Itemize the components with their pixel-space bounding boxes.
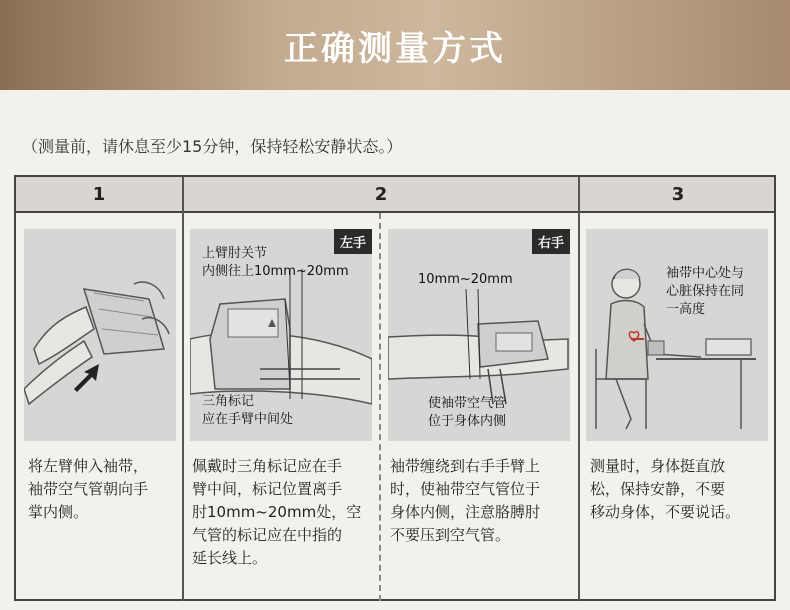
caption-line: 心脏保持在同 — [666, 284, 745, 299]
distance-caption — [418, 271, 513, 289]
description-line: 佩戴时三角标记应在手 — [192, 457, 343, 475]
column-divider-dashed — [379, 213, 381, 601]
caption-line: 使袖带空气管 — [428, 396, 507, 411]
left-hand-tag: 左手 — [334, 229, 372, 254]
description-line: 气管的标记应在中指的 — [192, 526, 343, 544]
steps-header-row — [16, 177, 774, 213]
caption-line: 袖带中心处与 — [666, 266, 745, 281]
step-3-description — [590, 455, 774, 524]
caption-line: 上臂肘关节 — [202, 246, 268, 261]
content-panel — [0, 90, 790, 610]
step-1-number: 1 — [92, 183, 106, 205]
caption-line: 三角标记 — [202, 394, 255, 409]
step-2-number: 2 — [374, 183, 388, 205]
caption-line: 位于身体内侧 — [428, 414, 507, 429]
column-divider — [578, 213, 580, 601]
description-line: 松，保持安静，不要 — [590, 480, 726, 498]
caption-line: 内侧往上10mm~20mm — [202, 264, 349, 279]
steps-table — [14, 175, 776, 601]
caption-line: 一高度 — [666, 302, 706, 317]
elbow-distance-caption — [202, 245, 349, 281]
description-line: 延长线上。 — [192, 549, 268, 567]
description-line: 臂中间，标记位置离手 — [192, 480, 343, 498]
description-line: 袖带缠绕到右手手臂上 — [390, 457, 541, 475]
title-banner — [0, 0, 790, 90]
step-3-number: 3 — [671, 183, 685, 205]
description-line: 测量时，身体挺直放 — [590, 457, 726, 475]
step-2-left-description — [192, 455, 376, 570]
triangle-mark-caption — [202, 393, 293, 429]
step-2-right-illustration — [388, 229, 570, 441]
description-line: 不要压到空气管。 — [390, 526, 511, 544]
right-hand-tag: 右手 — [532, 229, 570, 254]
description-line: 掌内侧。 — [28, 503, 89, 521]
description-line: 袖带空气管朝向手 — [28, 480, 149, 498]
caption-line: 10mm~20mm — [418, 272, 513, 287]
description-line: 时，使袖带空气管位于 — [390, 480, 541, 498]
air-tube-caption — [428, 395, 506, 431]
column-divider — [182, 213, 184, 601]
description-line: 将左臂伸入袖带， — [28, 457, 149, 475]
description-line: 移动身体，不要说话。 — [590, 503, 741, 521]
preparation-note: （测量前，请休息至少15分钟，保持轻松安静状态。） — [22, 137, 403, 156]
description-line: 肘10mm~20mm处，空 — [192, 503, 362, 521]
caption-line: 应在手臂中间处 — [202, 412, 294, 427]
heart-level-caption — [666, 265, 744, 319]
step-1-illustration — [24, 229, 176, 441]
page-title: 正确测量方式 — [284, 28, 506, 69]
step-2-right-description — [390, 455, 576, 547]
step-2-left-illustration — [190, 229, 372, 441]
description-line: 身体内侧，注意胳膊肘 — [390, 503, 541, 521]
step-1-description — [28, 455, 178, 524]
step-3-illustration — [586, 229, 768, 441]
